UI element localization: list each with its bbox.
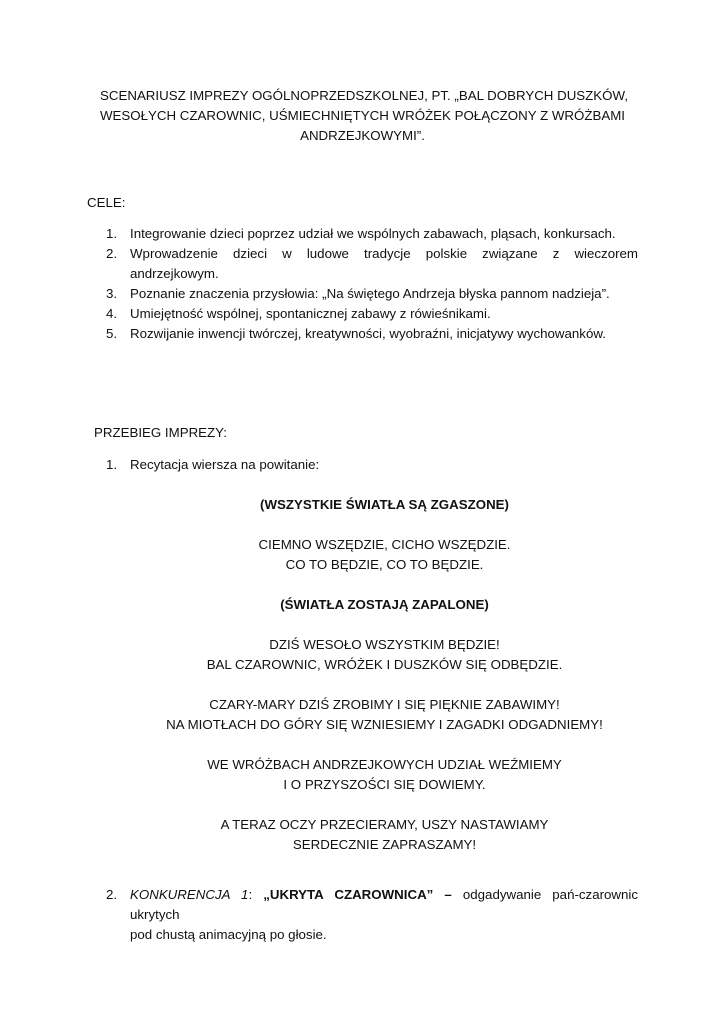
poem-line: WE WRÓŻBACH ANDRZEJKOWYCH UDZIAŁ WEŹMIEMY: [207, 757, 562, 772]
poem-line: DZIŚ WESOŁO WSZYSTKIM BĘDZIE!: [269, 637, 500, 652]
poem-line: NA MIOTŁACH DO GÓRY SIĘ WZNIESIEMY I ZAGADKI ODGADNIEMY!: [166, 717, 603, 732]
contest-colon: :: [248, 887, 264, 902]
program-step-1: [106, 455, 319, 475]
goal-item: [106, 244, 638, 284]
welcome-poem: [87, 495, 682, 875]
poem-line: CIEMNO WSZĘDZIE, CICHO WSZĘDZIE.: [258, 537, 511, 552]
step-text: Recytacja wiersza na powitanie:: [130, 457, 320, 472]
contest-name: „UKRYTA CZAROWNICA” –: [263, 887, 452, 902]
poem-line: CZARY-MARY DZIŚ ZROBIMY I SIĘ PIĘKNIE ZABAWIMY!: [209, 697, 560, 712]
poem-line: CO TO BĘDZIE, CO TO BĘDZIE.: [285, 557, 484, 572]
step-text-continued: pod chustą animacyjną po głosie.: [130, 927, 327, 942]
title-line-2: WESOŁYCH CZAROWNIC, UŚMIECHNIĘTYCH WRÓŻEK POŁĄCZONY Z WRÓŻBAMI: [100, 108, 626, 123]
title-line-1: SCENARIUSZ IMPREZY OGÓLNOPRZEDSZKOLNEJ, PT. „BAL DOBRYCH DUSZKÓW,: [100, 88, 629, 103]
goals-heading: CELE:: [87, 195, 126, 210]
goals-list: [106, 224, 638, 344]
goal-item: [106, 224, 638, 244]
poem-line: I O PRZYSZOŚCI SIĘ DOWIEMY.: [283, 777, 486, 792]
program-step-2: [106, 885, 638, 945]
goal-number: 4.: [106, 306, 118, 321]
goal-text: Umiejętność wspólnej, spontanicznej zabawy z rówieśnikami.: [130, 306, 491, 321]
poem-line: BAL CZAROWNIC, WRÓŻEK I DUSZKÓW SIĘ ODBĘDZIE.: [206, 657, 563, 672]
goal-text: Wprowadzenie dzieci w ludowe tradycje polskie związane z wieczorem: [130, 246, 638, 261]
goal-item: [106, 324, 638, 344]
goal-number: 5.: [106, 326, 118, 341]
goal-item: [106, 284, 638, 304]
goal-text-continued: andrzejkowym.: [130, 266, 219, 281]
program-heading: PRZEBIEG IMPREZY:: [94, 425, 227, 440]
goal-item: [106, 304, 638, 324]
goal-text: Poznanie znaczenia przysłowia: „Na świętego Andrzeja błyska pannom nadzieja”.: [130, 286, 610, 301]
title-line-3: ANDRZEJKOWYMI”.: [300, 128, 425, 143]
step-number: 1.: [106, 457, 118, 472]
poem-line: SERDECZNIE ZAPRASZAMY!: [292, 837, 477, 852]
step-text: [130, 885, 638, 925]
stage-direction: (WSZYSTKIE ŚWIATŁA SĄ ZGASZONE): [260, 497, 509, 512]
goal-text: Integrowanie dzieci poprzez udział we wspólnych zabawach, pląsach, konkursach.: [130, 226, 616, 241]
stage-direction: (ŚWIATŁA ZOSTAJĄ ZAPALONE): [280, 597, 489, 612]
goal-number: 3.: [106, 286, 118, 301]
poem-line: A TERAZ OCZY PRZECIERAMY, USZY NASTAWIAMY: [220, 817, 549, 832]
goal-text: Rozwijanie inwencji twórczej, kreatywności, wyobraźni, inicjatywy wychowanków.: [130, 326, 606, 341]
step-number: 2.: [106, 887, 118, 902]
goal-number: 2.: [106, 246, 118, 261]
document-title: [100, 86, 629, 146]
contest-description: odgadywanie pań-czarownic ukrytych: [130, 887, 639, 922]
goal-number: 1.: [106, 226, 118, 241]
contest-label: KONKURENCJA 1: [130, 887, 249, 902]
